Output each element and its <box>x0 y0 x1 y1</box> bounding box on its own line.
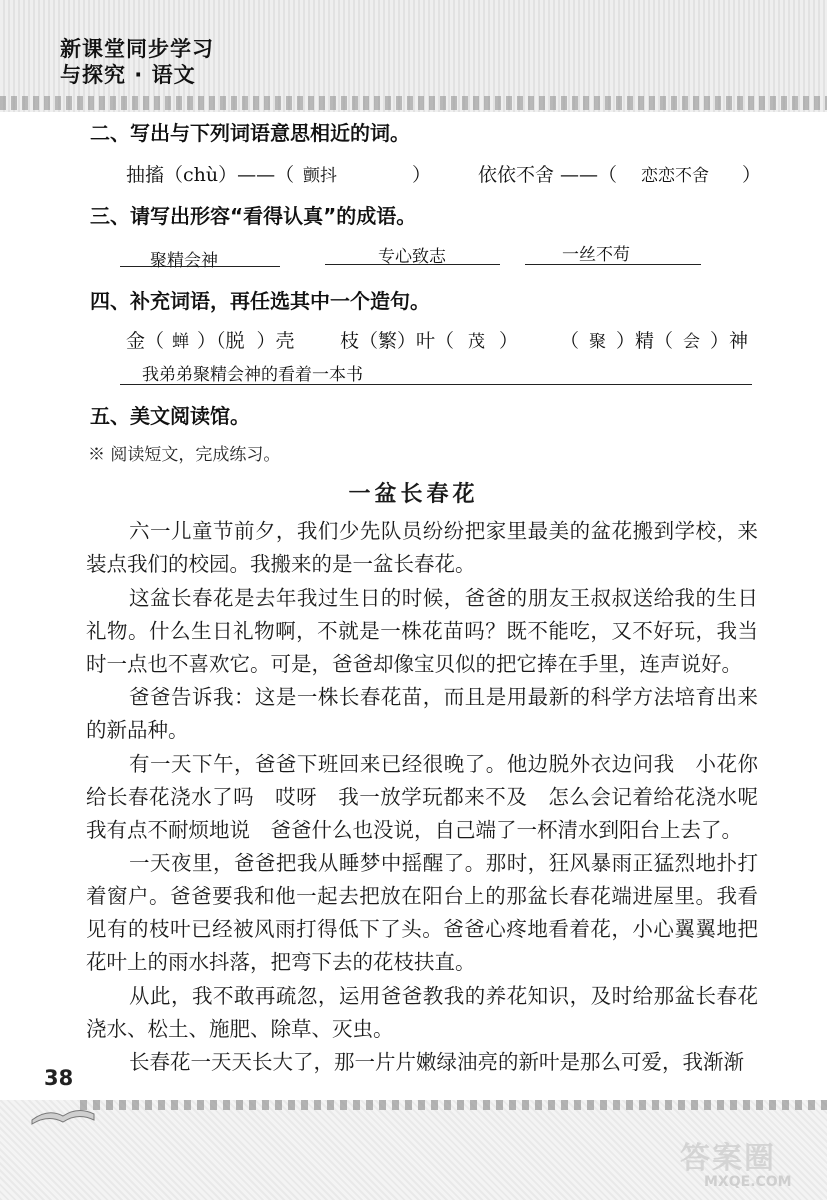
q2-item-1-word: 抽搐（chù）——（ <box>126 164 295 186</box>
q2-item-2-close: ） <box>742 164 762 186</box>
question-5-prompt: 五、美文阅读馆。 <box>90 404 250 428</box>
book-title-line2: 与探究 · 语文 <box>60 63 196 87</box>
q4-sentence-line <box>120 384 752 385</box>
q3-answer-line-2 <box>325 264 500 265</box>
q4-text-3: ）壳 <box>256 330 295 352</box>
question-2-prompt: 二、写出与下列词语意思相近的词。 <box>90 121 410 145</box>
q4-text-4: 枝（繁 <box>340 330 398 352</box>
q2-item-2-word: 依依不舍 ——（ <box>478 164 618 186</box>
watermark-logo: 答案圈 <box>680 1141 776 1176</box>
q4-text-1: 金（ <box>126 330 165 352</box>
question-3-prompt: 三、请写出形容“看得认真”的成语。 <box>90 204 417 228</box>
q4-answer-2: 茂 <box>468 332 486 352</box>
article-paragraph: 爸爸告诉我：这是一株长春花苗，而且是用最新的科学方法培育出来的新品种。 <box>86 685 758 742</box>
book-title <box>60 36 214 88</box>
q4-answer-3: 聚 <box>589 332 607 352</box>
q2-item-2-answer: 恋恋不舍 <box>641 166 709 186</box>
article-paragraph: 六一儿童节前夕，我们少先队员纷纷把家里最美的盆花搬到学校，来装点我们的校园。我搬来的是一盆长春花。 <box>86 519 758 576</box>
q4-text-8: ）精（ <box>616 330 674 352</box>
article-paragraph: 长春花一天天长大了，那一片片嫩绿油亮的新叶是那么可爱，我渐渐 <box>129 1050 745 1074</box>
q4-text-7: （ <box>560 330 580 352</box>
article-paragraph: 这盆长春花是去年我过生日的时候，爸爸的朋友王叔叔送给我的生日礼物。什么生日礼物啊，不就是一株花苗吗？既不能吃，又不好玩，我当时一点也不喜欢它。可是，爸爸却像宝贝似的把它捧在手里，连声说好。 <box>86 585 758 676</box>
article-title: 一盆长春花 <box>348 482 479 507</box>
reading-instruction: ※ 阅读短文，完成练习。 <box>88 445 281 465</box>
page-number: 38 <box>44 1066 74 1090</box>
q2-item-1 <box>126 160 294 187</box>
q2-item-1-answer: 颤抖 <box>303 166 337 186</box>
article-paragraph: 一天夜里，爸爸把我从睡梦中摇醒了。那时，狂风暴雨正猛烈地扑打着窗户。爸爸要我和他一起去把放在阳台上的那盆长春花端进屋里。我看见有的枝叶已经被风雨打得低下了头。爸爸心疼地看着花，小心翼翼地把花叶上的雨水抖落，把弯下去的花枝扶直。 <box>86 851 758 974</box>
article-paragraph: 有一天下午，爸爸下班回来已经很晚了。他边脱外衣边问我 小花你给长春花浇水了吗 哎呀 我一放学玩都来不及 怎么会记着给花浇水呢 我有点不耐烦地说 爸爸什么也没说，自己端了一杯清水到阳台上去了。 <box>86 751 779 842</box>
question-4-prompt: 四、补充词语，再任选其中一个造句。 <box>90 289 430 313</box>
q3-answer-2: 专心致志 <box>378 247 446 267</box>
q3-answer-line-1 <box>120 266 280 267</box>
q2-item-1-close: ） <box>412 164 432 186</box>
q4-answer-1: 蝉 <box>172 332 190 352</box>
q4-text-6: ） <box>499 330 519 352</box>
book-title-line1: 新课堂同步学习 <box>60 37 214 61</box>
header-decoration <box>0 96 827 110</box>
article-body <box>86 515 779 1080</box>
book-icon <box>28 1090 98 1126</box>
q3-answer-3: 一丝不苟 <box>562 245 630 265</box>
q4-idiom-1 <box>126 326 295 353</box>
footer-decoration <box>80 1100 827 1110</box>
q4-answer-4: 会 <box>683 332 701 352</box>
watermark-url: MXQE.COM <box>704 1174 792 1190</box>
article-paragraph: 从此，我不敢再疏忽，运用爸爸教我的养花知识，及时给那盆长春花浇水、松土、施肥、除草、灭虫。 <box>86 983 758 1041</box>
q4-idiom-3 <box>560 326 748 353</box>
q4-text-5: ）叶（ <box>397 330 455 352</box>
q3-answer-1: 聚精会神 <box>150 251 218 271</box>
q4-idiom-2 <box>340 326 518 353</box>
q3-answer-line-3 <box>525 264 701 265</box>
q4-text-9: ）神 <box>710 330 749 352</box>
q4-text-2: ）（脱 <box>197 330 245 352</box>
q4-sentence: 我弟弟聚精会神的看着一本书 <box>142 365 363 385</box>
